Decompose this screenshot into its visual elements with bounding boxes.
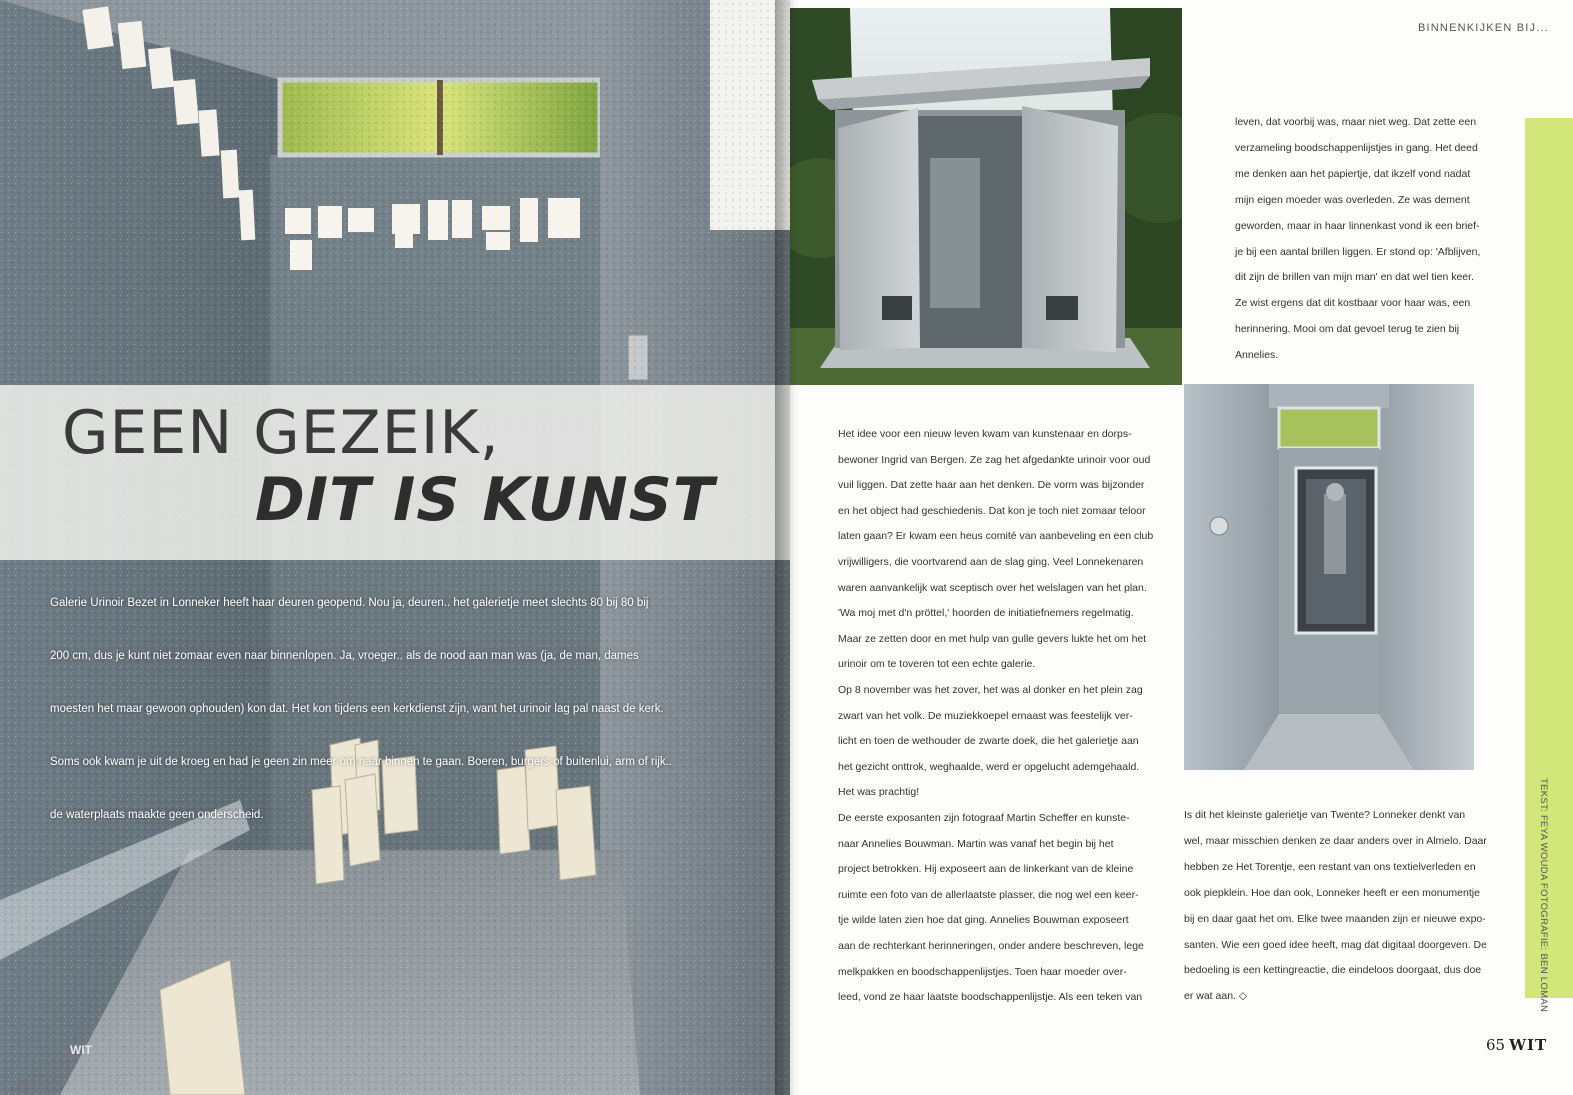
text-line: laten gaan? Er kwam een heus comité van aanbeveling en een club xyxy=(838,530,1154,543)
gutter-shadow xyxy=(775,0,815,1095)
text-line: leed, vond ze haar laatste boodschappenlijstje. Als een teken van xyxy=(838,991,1143,1004)
magazine-name: WIT xyxy=(1509,1036,1548,1054)
text-line: bewoner Ingrid van Bergen. Ze zag het afgedankte urinoir voor oud xyxy=(838,453,1151,466)
text-line: Het was prachtig! xyxy=(838,786,920,799)
text-line: waren aanvankelijk wat sceptisch over het welslagen van het plan. xyxy=(838,581,1147,594)
text-line: het gezicht onttrok, weghaalde, werd er opgelucht ademgehaald. xyxy=(838,760,1140,773)
text-line: Annelies. xyxy=(1235,349,1279,362)
headline-line-1: GEEN GEZEIK, xyxy=(62,398,500,468)
text-line: urinoir om te toveren tot een echte galerie. xyxy=(838,658,1036,671)
text-line: vrijwilligers, die voortvarend aan de slag ging. Veel Lonnekenaren xyxy=(838,556,1144,568)
text-line: Ze wist ergens dat dit kostbaar voor haar was, een xyxy=(1235,297,1471,310)
page-number: 65 xyxy=(1486,1036,1506,1054)
accent-bar xyxy=(1525,118,1573,998)
headline-line-2: DIT IS KUNST xyxy=(255,465,715,535)
text-line: geworden, maar in haar linnenkast vond ik een brief- xyxy=(1235,219,1480,232)
intro-line: moesten het maar gewoon ophouden) kon dat. Het kon tijdens een kerkdienst zijn, want het urinoir lag pal naast de kerk. xyxy=(50,703,664,715)
text-line: herinnering. Mooi om dat gevoel terug te zien bij xyxy=(1235,323,1460,336)
text-line: en het object had geschiedenis. Dat kon je toch niet zomaar teloor xyxy=(838,504,1146,517)
section-label: BINNENKIJKEN BIJ... xyxy=(1418,22,1549,34)
text-line: De eerste exposanten zijn fotograaf Martin Scheffer en kunste- xyxy=(838,812,1130,824)
text-line: Het idee voor een nieuw leven kwam van kunstenaar en dorps- xyxy=(838,428,1132,440)
text-line: aan de rechterkant herinneringen, onder andere beschreven, lege xyxy=(838,940,1144,952)
text-line: vuil liggen. Dat zette haar aan het denken. De vorm was bijzonder xyxy=(838,479,1145,492)
text-line: naar Annelies Bouwman. Martin was vanaf het begin bij het xyxy=(838,837,1114,850)
intro-line: 200 cm, dus je kunt niet zomaar even naar binnenlopen. Ja, vroeger.. als de nood aan man was (ja, de man, dames xyxy=(50,650,639,662)
text-line: wel, maar misschien denken ze daar anders over in Almelo. Daar xyxy=(1184,834,1487,847)
text-line: project betrokken. Hij exposeert aan de linkerkant van de kleine xyxy=(838,863,1134,876)
text-line: melkpakken en boodschappenlijstjes. Toen haar moeder over- xyxy=(838,965,1127,978)
text-line: bij en daar gaat het om. Elke twee maanden zijn er nieuwe expo- xyxy=(1184,912,1486,925)
text-line: Is dit het kleinste galerietje van Twente? Lonneker denkt van xyxy=(1184,809,1466,821)
text-line: zwart van het volk. De muziekkoepel ernaast was feestelijk ver- xyxy=(838,709,1133,722)
text-line: Maar ze zetten door en met hulp van gulle gevers lukte het om het xyxy=(838,632,1147,645)
intro-line: Soms ook kwam je uit de kroeg en had je geen zin meer om naar binnen te gaan. Boeren, burgers of buitenlui, arm of rijk.. xyxy=(50,756,672,768)
text-line: er wat aan. ◇ xyxy=(1184,990,1247,1003)
text-line: Op 8 november was het zover, het was al donker en het plein zag xyxy=(838,684,1143,696)
left-folio: WIT xyxy=(70,1043,92,1057)
urinal-interior-photo-small xyxy=(1184,384,1474,770)
text-line: ruimte een foto van de allerlaatste plasser, die nog wel een keer- xyxy=(838,888,1139,901)
text-line: mijn eigen moeder was overleden. Ze was dement xyxy=(1235,193,1470,206)
text-line: leven, dat voorbij was, maar niet weg. Dat zette een xyxy=(1235,116,1477,128)
text-line: tje wilde laten zien hoe dat ging. Annelies Bouwman exposeert xyxy=(838,914,1129,927)
text-line: bedoeling is een kettingreactie, die eindeloos doorgaat, dus doe xyxy=(1184,964,1482,977)
text-line: verzameling boodschappenlijstjes in gang. Het deed xyxy=(1235,141,1478,154)
page-folio xyxy=(1486,1036,1547,1054)
photo-credits: TEKST: FEYA WOUDA FOTOGRAFIE: BEN LOMAN xyxy=(1538,778,1549,1013)
text-line: licht en toen de wethouder de zwarte doek, die het galerietje aan xyxy=(838,735,1139,748)
text-line: santen. Wie een goed idee heeft, mag dat digitaal doorgeven. De xyxy=(1184,938,1487,951)
right-page xyxy=(790,0,1573,1095)
text-line: 'Wa moj met d'n pröttel,' hoorden de initiatiefnemers regelmatig. xyxy=(838,607,1134,620)
text-line: hebben ze Het Torentje, een restant van ons textielverleden en xyxy=(1184,860,1476,873)
text-line: ook piepklein. Hoe dan ook, Lonneker heeft er een monumentje xyxy=(1184,886,1480,899)
text-line: dit zijn de brillen van mijn man' en dat wel tien keer. xyxy=(1235,271,1474,284)
urinal-exterior-photo xyxy=(790,8,1182,385)
intro-line: Galerie Urinoir Bezet in Lonneker heeft haar deuren geopend. Nou ja, deuren.. het galerietje meet slechts 80 bij 80 bij xyxy=(50,597,649,609)
text-line: me denken aan het papiertje, dat ikzelf vond nadat xyxy=(1235,167,1471,180)
intro-line: de waterplaats maakte geen onderscheid. xyxy=(50,809,264,821)
text-line: je bij een aantal brillen liggen. Er stond op: 'Afblijven, xyxy=(1235,245,1481,258)
